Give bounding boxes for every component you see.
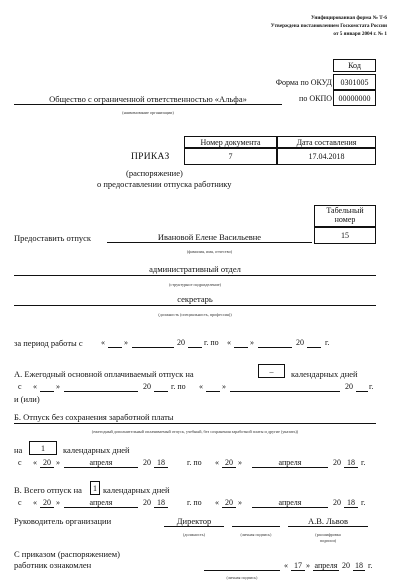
b-end-quote-open: « [215,458,219,467]
v-start-day: 20 [43,498,51,507]
employee-name: Ивановой Елене Васильевне [157,232,262,242]
b-start-quote-open: « [33,458,37,467]
a-end-quote-open: « [199,382,203,391]
section-b-days: 1 [29,441,57,455]
tab-number-header [314,205,376,227]
a-start-year-prefix: 20 [143,382,151,391]
section-v-days: 1 [90,481,100,495]
doc-date-header: Дата составления [277,136,376,148]
tab-number-value: 15 [314,227,376,244]
ack-quote-open: « [284,561,288,570]
b-end-year-line [344,467,358,468]
position-caption: (должность (специальность, профессия)) [158,312,232,317]
section-b-caption: (ежегодный дополнительный оплачиваемый отпуск, учебный, без сохранения заработной платы и другие (указать)) [91,429,299,434]
ack-signature-line [204,570,280,571]
employee-name-line [107,242,312,243]
v-end-year: 18 [347,498,355,507]
wp-start-quote-close: » [124,338,128,347]
ack-label-1: С приказом (распоряжением) [14,549,121,559]
order-title: ПРИКАЗ [131,152,170,162]
doc-number-value: 7 [184,148,277,165]
wp-start-quote-open: « [101,338,105,347]
b-start-month-line [64,467,138,468]
tab-number-label-1: Табельный [326,206,364,216]
position-line [14,305,376,306]
b-start-quote-close: » [56,458,60,467]
a-start-month-line [64,391,138,392]
v-start-year-prefix: 20 [143,498,151,507]
v-start-month-line [64,507,138,508]
ack-year-line [353,570,365,571]
section-v-s: с [18,498,22,507]
b-start-year-line [154,467,168,468]
v-end-year-line [344,507,358,508]
form-approval-date: от 5 января 2004 г. № 1 [333,31,387,37]
doc-number-header: Номер документа [184,136,277,148]
v-end-quote-open: « [215,498,219,507]
a-end-day-line [206,391,220,392]
ack-g-end: г. [368,561,373,570]
v-g-end: г. [361,498,366,507]
wp-start-month-line [132,347,174,348]
ack-day: 17 [294,561,302,570]
section-b-na: на [14,445,23,455]
department-caption: (структурное подразделение) [168,282,222,287]
v-end-day-line [222,507,236,508]
form-approval: Утверждена постановлением Госкомстата России [270,23,387,29]
wp-g-end: г. [325,338,330,347]
manager-name-line [288,526,368,527]
wp-end-quote-open: « [227,338,231,347]
v-end-year-prefix: 20 [333,498,341,507]
department-line [14,275,376,276]
manager-name-caption-1: (расшифровка [315,532,341,537]
wp-end-day-line [234,347,248,348]
section-b-line [14,423,376,424]
section-b-label: Б. Отпуск без сохранения заработной платы [14,412,174,422]
organization-line [14,104,282,105]
ack-quote-close: » [306,561,310,570]
section-a-days: – [258,364,285,378]
a-start-quote-close: » [56,382,60,391]
manager-name: А.В. Львов [307,516,349,526]
b-start-day-line [40,467,54,468]
section-b-s: с [18,458,22,467]
okud-label: Форма по ОКУД [275,78,332,87]
manager-signature-caption: (личная подпись) [240,532,272,537]
okud-code: 0301005 [333,74,376,90]
v-start-quote-open: « [33,498,37,507]
okpo-code: 00000000 [333,90,376,106]
wp-g-po: г. по [204,338,219,347]
ack-day-line [291,570,305,571]
b-start-year-prefix: 20 [143,458,151,467]
manager-position-caption: (должность) [183,532,205,537]
wp-end-month-line [258,347,292,348]
order-purpose: о предоставлении отпуска работнику [97,179,232,189]
manager-signature-line [232,526,280,527]
section-a-label: А. Ежегодный основной оплачиваемый отпуск на [14,369,194,379]
manager-position: Директор [176,516,212,526]
a-end-year-prefix: 20 [345,382,353,391]
department: административный отдел [149,264,241,274]
a-end-year-line [356,391,368,392]
ack-month-line [313,570,339,571]
a-g-end: г. [369,382,374,391]
manager-name-caption-2: подписи) [319,538,337,543]
section-b-days-label: календарных дней [63,445,130,455]
b-start-year: 18 [157,458,165,467]
wp-start-year-line [188,347,202,348]
b-end-month-line [252,467,328,468]
tab-number-label-2: номер [334,215,356,224]
v-end-month-line [252,507,328,508]
wp-start-day-line [108,347,122,348]
grant-label: Предоставить отпуск [14,233,92,243]
b-end-day-line [222,467,236,468]
section-v-days-label: календарных дней [103,485,170,495]
v-start-year: 18 [157,498,165,507]
ack-signature-caption: (личная подпись) [226,575,258,580]
b-start-month: апреля [89,458,113,467]
a-start-quote-open: « [33,382,37,391]
v-start-month: апреля [89,498,113,507]
code-header: Код [333,59,376,72]
work-period-label: за период работы с [14,338,83,348]
ack-label-2: работник ознакомлен [14,560,92,570]
doc-date-value: 17.04.2018 [277,148,376,165]
b-end-year: 18 [347,458,355,467]
manager-label: Руководитель организации [14,516,112,526]
position: секретарь [177,294,213,304]
v-start-quote-close: » [56,498,60,507]
b-end-year-prefix: 20 [333,458,341,467]
wp-end-year-prefix: 20 [296,338,304,347]
b-end-quote-close: » [238,458,242,467]
and-or: и (или) [14,394,40,404]
section-v-label: В. Всего отпуск на [14,485,82,495]
b-g-end: г. [361,458,366,467]
v-end-quote-close: » [238,498,242,507]
a-end-quote-close: » [222,382,226,391]
organization-caption: (наименование организации) [122,110,174,115]
b-start-day: 20 [43,458,51,467]
v-start-day-line [40,507,54,508]
manager-position-line [164,526,224,527]
ack-month: апреля [314,561,338,570]
b-g-po: г. по [187,458,202,467]
wp-start-year-prefix: 20 [177,338,185,347]
wp-end-year-line [307,347,321,348]
v-end-month: апреля [278,498,302,507]
ack-year-prefix: 20 [342,561,350,570]
order-subtitle: (распоряжение) [126,168,183,178]
v-g-po: г. по [187,498,202,507]
b-end-month: апреля [278,458,302,467]
a-end-month-line [230,391,340,392]
a-start-day-line [40,391,54,392]
v-end-day: 20 [225,498,233,507]
ack-year: 18 [355,561,363,570]
employee-name-caption: (фамилия, имя, отчество) [186,249,233,254]
wp-end-quote-close: » [250,338,254,347]
section-a-s: с [18,382,22,391]
b-end-day: 20 [225,458,233,467]
form-title: Унифицированная форма № Т-6 [310,15,387,21]
v-start-year-line [154,507,168,508]
a-g-po: г. по [171,382,186,391]
organization-name: Общество с ограниченной ответственностью «Альфа» [49,94,247,104]
section-a-days-label: календарных дней [291,369,358,379]
okpo-label: по ОКПО [299,94,332,103]
a-start-year-line [154,391,168,392]
